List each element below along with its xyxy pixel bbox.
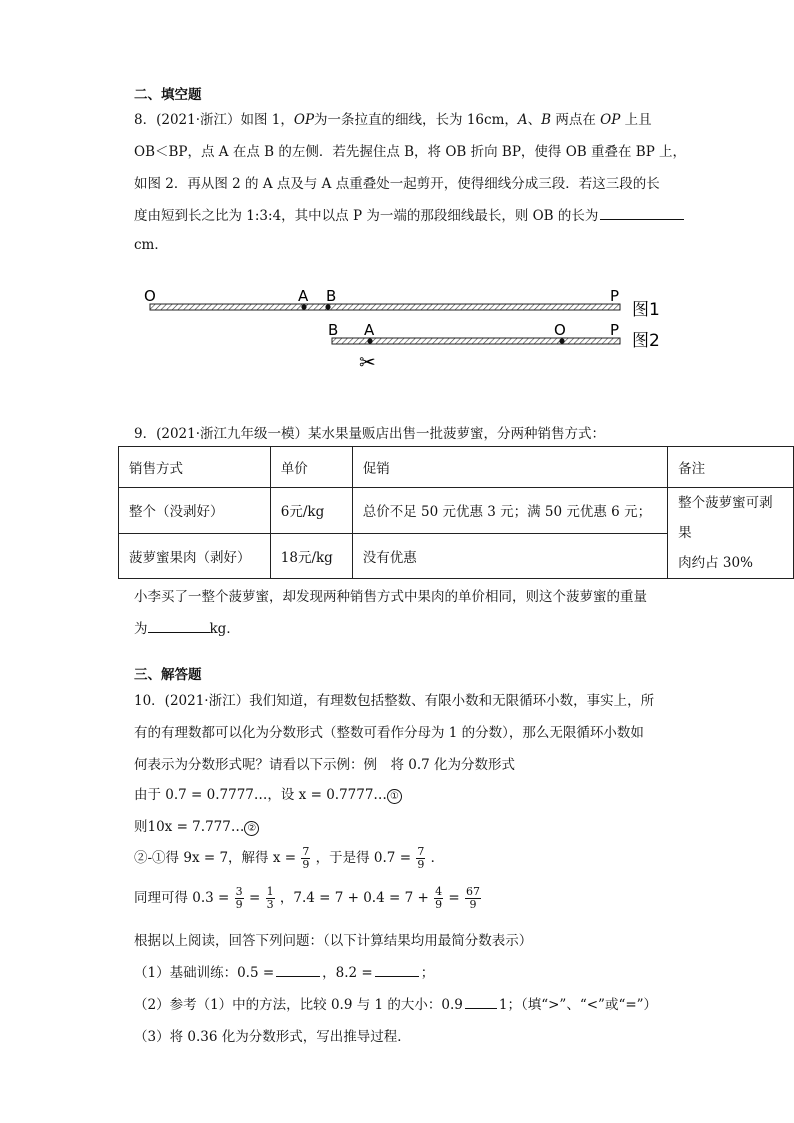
fig1-caption: 图1	[632, 300, 660, 320]
q10-blank-3[interactable]	[465, 994, 497, 1009]
table-cell: 总价不足 50 元优惠 3 元；满 50 元优惠 6 元；	[352, 488, 667, 534]
fraction-7-9-b: $\frac{7}{9}$	[417, 845, 425, 871]
q10-line-5: 则10x = 7.777… ②	[134, 815, 259, 836]
fig2-point-a	[367, 338, 372, 343]
q10-line-1: 10．(2021·浙江）我们知道，有理数包括整数、有限小数和无限循环小数，事实上，所	[134, 693, 655, 709]
q9-intro: 9．(2021·浙江九年级一模）某水果量贩店出售一批菠萝蜜，分两种销售方式：	[134, 426, 606, 442]
scissors-icon: ✂	[359, 350, 376, 374]
table-header-cell: 促销	[352, 447, 667, 488]
fraction-67-9: $\frac{67}{9}$	[465, 885, 480, 911]
section-title-answer: 三、解答题	[134, 667, 202, 683]
fig1-label-o: O	[144, 287, 156, 305]
circle-label-2: ②	[244, 821, 259, 836]
table-header-row	[119, 447, 794, 488]
table-header-cell: 备注	[668, 447, 794, 488]
fig1-label-p: P	[610, 287, 620, 305]
fig2-string	[332, 338, 620, 344]
circle-label-1: ①	[387, 789, 402, 804]
q10-line-3: 何表示为分数形式呢？请看以下示例：例 将 0.7 化为分数形式	[134, 757, 516, 773]
q10-part-1: （1）基础训练：0.5 = ，8.2 = ；	[134, 961, 434, 981]
q9-after-line-1: 小李买了一整个菠萝蜜，却发现两种销售方式中果肉的单价相同，则这个菠萝蜜的重量	[134, 589, 647, 605]
fraction-3-9: $\frac{3}{9}$	[235, 885, 243, 911]
table-cell: 菠萝蜜果肉（剥好）	[119, 533, 271, 579]
q10-line-2: 有的有理数都可以化为分数形式（整数可看作分母为 1 的分数），那么无限循环小数如	[134, 725, 644, 741]
fig2-caption: 图2	[632, 331, 660, 351]
q10-blank-1[interactable]	[276, 962, 320, 977]
table-header-cell: 单价	[270, 447, 352, 488]
q9-answer-blank[interactable]	[148, 618, 210, 633]
table-cell: 没有优惠	[352, 533, 667, 579]
q8-line-4: 度由短到长之比为 1:3:4，其中以点 P 为一端的那段细线最长，则 OB 的长为	[134, 204, 684, 224]
fig1-point-b	[325, 304, 330, 309]
fig2-label-a: A	[364, 321, 375, 339]
fraction-7-9: $\frac{7}{9}$	[302, 845, 310, 871]
section-title-fill-in: 二、填空题	[134, 87, 202, 103]
fraction-1-3: $\frac{1}{3}$	[266, 885, 274, 911]
q9-sales-table	[118, 446, 794, 579]
q10-part-2: （2）参考（1）中的方法，比较 0.9 与 1 的大小：0.9 1；（填“>”、“<”或“=”）	[134, 993, 657, 1013]
fig1-string	[150, 304, 620, 310]
table-note-cell: 整个菠萝蜜可剥果 肉约占 30%	[668, 488, 794, 579]
table-row	[119, 488, 794, 534]
q9-after-line-2: 为 kg．	[134, 617, 240, 637]
fig2-label-b: B	[328, 321, 339, 339]
q8-line-1: 8．(2021·浙江）如图 1，OP为一条拉直的细线，长为 16cm，A、B 两点在 OP 上且	[134, 112, 652, 128]
q8-answer-blank[interactable]	[600, 205, 684, 220]
fig2-point-o	[559, 338, 564, 343]
q8-line-3: 如图 2．再从图 2 的 A 点及与 A 点重叠处一起剪开，使得细线分成三段．若这三段的长	[134, 176, 660, 192]
q10-part-3: （3）将 0.36 化为分数形式，写出推导过程．	[134, 1029, 411, 1045]
fig2-label-o: O	[554, 321, 566, 339]
q8-figure	[140, 285, 680, 380]
table-header-cell: 销售方式	[119, 447, 271, 488]
fig1-label-b: B	[326, 287, 337, 305]
q10-line-4: 由于 0.7 = 0.7777…，设 x = 0.7777… ①	[134, 783, 402, 804]
table-cell: 18元/kg	[270, 533, 352, 579]
fig1-label-a: A	[298, 287, 309, 305]
fraction-4-9: $\frac{4}{9}$	[435, 885, 443, 911]
q8-line-5: cm．	[134, 237, 168, 253]
q10-line-8: 根据以上阅读，回答下列问题：（以下计算结果均用最简分数表示）	[134, 933, 533, 949]
fig1-point-a	[301, 304, 306, 309]
q10-blank-2[interactable]	[375, 962, 419, 977]
table-cell: 6元/kg	[270, 488, 352, 534]
table-cell: 整个（没剥好）	[119, 488, 271, 534]
fig2-label-p: P	[610, 321, 620, 339]
q10-line-7: 同理可得 0.3 = $\frac{3}{9}$ = $\frac{1}{3}$ ，7.4 = 7 + 0.4 = 7 + $\frac{4}{9}$ = $\frac{67}{9}$	[134, 885, 480, 911]
q8-line-2: OB＜BP，点 A 在点 B 的左侧．若先握住点 B，将 OB 折向 BP，使得 OB 重叠在 BP 上，	[134, 144, 687, 160]
q10-line-6: ②-①得 9x = 7，解得 x = $\frac{7}{9}$ ，于是得 0.7 = $\frac{7}{9}$ ．	[134, 845, 445, 871]
